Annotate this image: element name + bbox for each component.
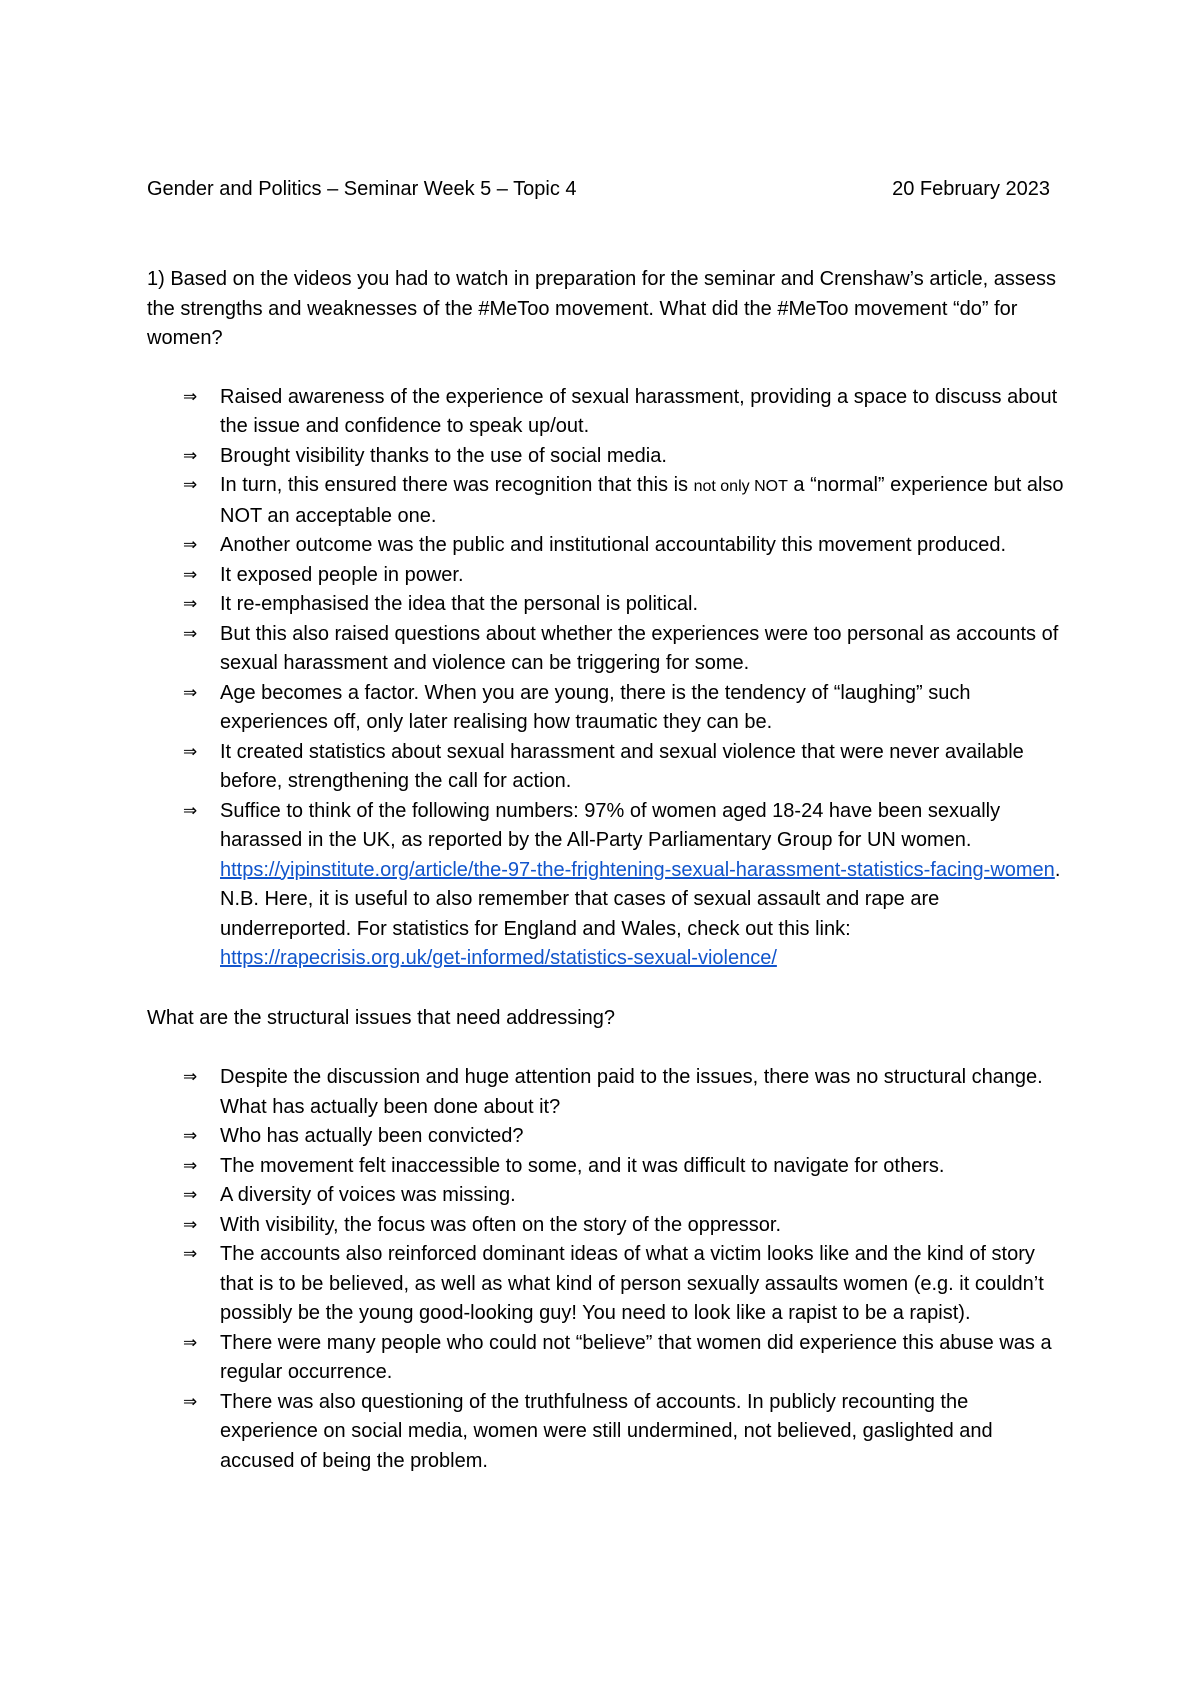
arrow-icon: ⇒ [183, 535, 198, 555]
list-item-text: The accounts also reinforced dominant ideas of what a victim looks like and the kind of story that is to be believed, as well as what kind of person sexually assaults women (e.g. it couldn’t possibly be the young good-looking guy! You need to look like a rapist to be a rapist). [220, 1243, 1044, 1324]
list-item [147, 1329, 1067, 1388]
list-item [147, 531, 1067, 561]
arrow-icon: ⇒ [183, 1244, 198, 1264]
list-item-text: Despite the discussion and huge attention paid to the issues, there was no structural change. What has actually been done about it? [220, 1066, 1043, 1118]
question-2: What are the structural issues that need addressing? [147, 1006, 616, 1029]
arrow-icon: ⇒ [183, 386, 198, 407]
document-header [147, 175, 1050, 205]
arrow-icon: ⇒ [183, 594, 198, 614]
issues-list [147, 1063, 1067, 1476]
list-item-text: . N.B. Here, it is useful to also remember that cases of sexual assault and rape are underreported. For statistics for England and Wales, check out this link: [220, 858, 1061, 940]
list-item [147, 1152, 1067, 1182]
list-item-text: There were many people who could not “believe” that women did experience this abuse was a regular occurrence. [220, 1331, 1052, 1383]
list-item-text: It re-emphasised the idea that the personal is political. [220, 593, 699, 615]
list-item-text: Age becomes a factor. When you are young, there is the tendency of “laughing” such experiences off, only later realising how traumatic they can be. [220, 681, 971, 733]
arrow-icon: ⇒ [183, 1155, 198, 1176]
arrow-icon: ⇒ [183, 623, 198, 644]
list-item-text: A diversity of voices was missing. [220, 1184, 516, 1206]
list-item [147, 797, 1067, 974]
document-title: Gender and Politics – Seminar Week 5 – Topic 4 [147, 178, 577, 200]
list-item [147, 383, 1067, 442]
arrow-icon: ⇒ [183, 1332, 198, 1353]
list-item [147, 1388, 1067, 1477]
document-date: 20 February 2023 [892, 178, 1050, 200]
list-item [147, 590, 1067, 620]
list-item-text: In turn, this ensured there was recognition that this is [220, 474, 694, 496]
list-item [147, 471, 1067, 531]
list-item [147, 1181, 1067, 1211]
arrow-icon: ⇒ [183, 800, 198, 821]
list-item [147, 1240, 1067, 1329]
list-item-text: There was also questioning of the truthfulness of accounts. In publicly recounting the experience on social media, women were still undermined, not believed, gaslighted and accused of being the problem. [220, 1390, 993, 1472]
document-body [147, 265, 1067, 1476]
list-item [147, 1122, 1067, 1152]
arrow-icon: ⇒ [183, 741, 198, 762]
arrow-icon: ⇒ [183, 682, 198, 703]
list-item-text: The movement felt inaccessible to some, and it was difficult to navigate for others. [220, 1154, 945, 1177]
list-item [147, 1063, 1067, 1122]
list-item [147, 1211, 1067, 1241]
list-item-text: Suffice to think of the following numbers: 97% of women aged 18-24 have been sexually harassed in the UK, as reported by the All-Party Parliamentary Group for UN women. [220, 799, 1001, 851]
list-item-text: It exposed people in power. [220, 563, 464, 586]
arrow-icon: ⇒ [183, 475, 198, 495]
list-item-small-text: not only NOT [693, 478, 788, 495]
arrow-icon: ⇒ [183, 1126, 198, 1146]
rapecrisis-link[interactable]: https://rapecrisis.org.uk/get-informed/statistics-sexual-violence/ [220, 947, 777, 969]
yipinstitute-link[interactable]: https://yipinstitute.org/article/the-97-the-frightening-sexual-harassment-statistics-facing-women [220, 858, 1055, 881]
arrow-icon: ⇒ [183, 564, 198, 585]
list-item [147, 561, 1067, 591]
strengths-list [147, 383, 1067, 974]
list-item-text: Brought visibility thanks to the use of social media. [220, 444, 667, 467]
list-item [147, 620, 1067, 679]
arrow-icon: ⇒ [183, 1214, 198, 1235]
arrow-icon: ⇒ [183, 1391, 198, 1412]
arrow-icon: ⇒ [183, 1185, 198, 1205]
list-item-text: Another outcome was the public and institutional accountability this movement produced. [220, 534, 1007, 556]
list-item-text: But this also raised questions about whether the experiences were too personal as accounts of sexual harassment and violence can be triggering for some. [220, 622, 1059, 674]
list-item-text: a “normal” experience but also NOT an acceptable one. [220, 474, 1064, 527]
question-1: 1) Based on the videos you had to watch in preparation for the seminar and Crenshaw’s article, assess the strengths and weaknesses of the #MeToo movement. What did the #MeToo movement “do” for women? [147, 268, 1057, 349]
list-item [147, 679, 1067, 738]
arrow-icon: ⇒ [183, 445, 198, 466]
list-item [147, 738, 1067, 797]
list-item-text: Raised awareness of the experience of sexual harassment, providing a space to discuss about the issue and confidence to speak up/out. [220, 385, 1058, 437]
list-item-text: It created statistics about sexual harassment and sexual violence that were never available before, strengthening the call for action. [220, 740, 1024, 792]
list-item-text: Who has actually been convicted? [220, 1125, 524, 1147]
list-item [147, 442, 1067, 472]
list-item-text: With visibility, the focus was often on the story of the oppressor. [220, 1213, 782, 1236]
arrow-icon: ⇒ [183, 1067, 198, 1087]
